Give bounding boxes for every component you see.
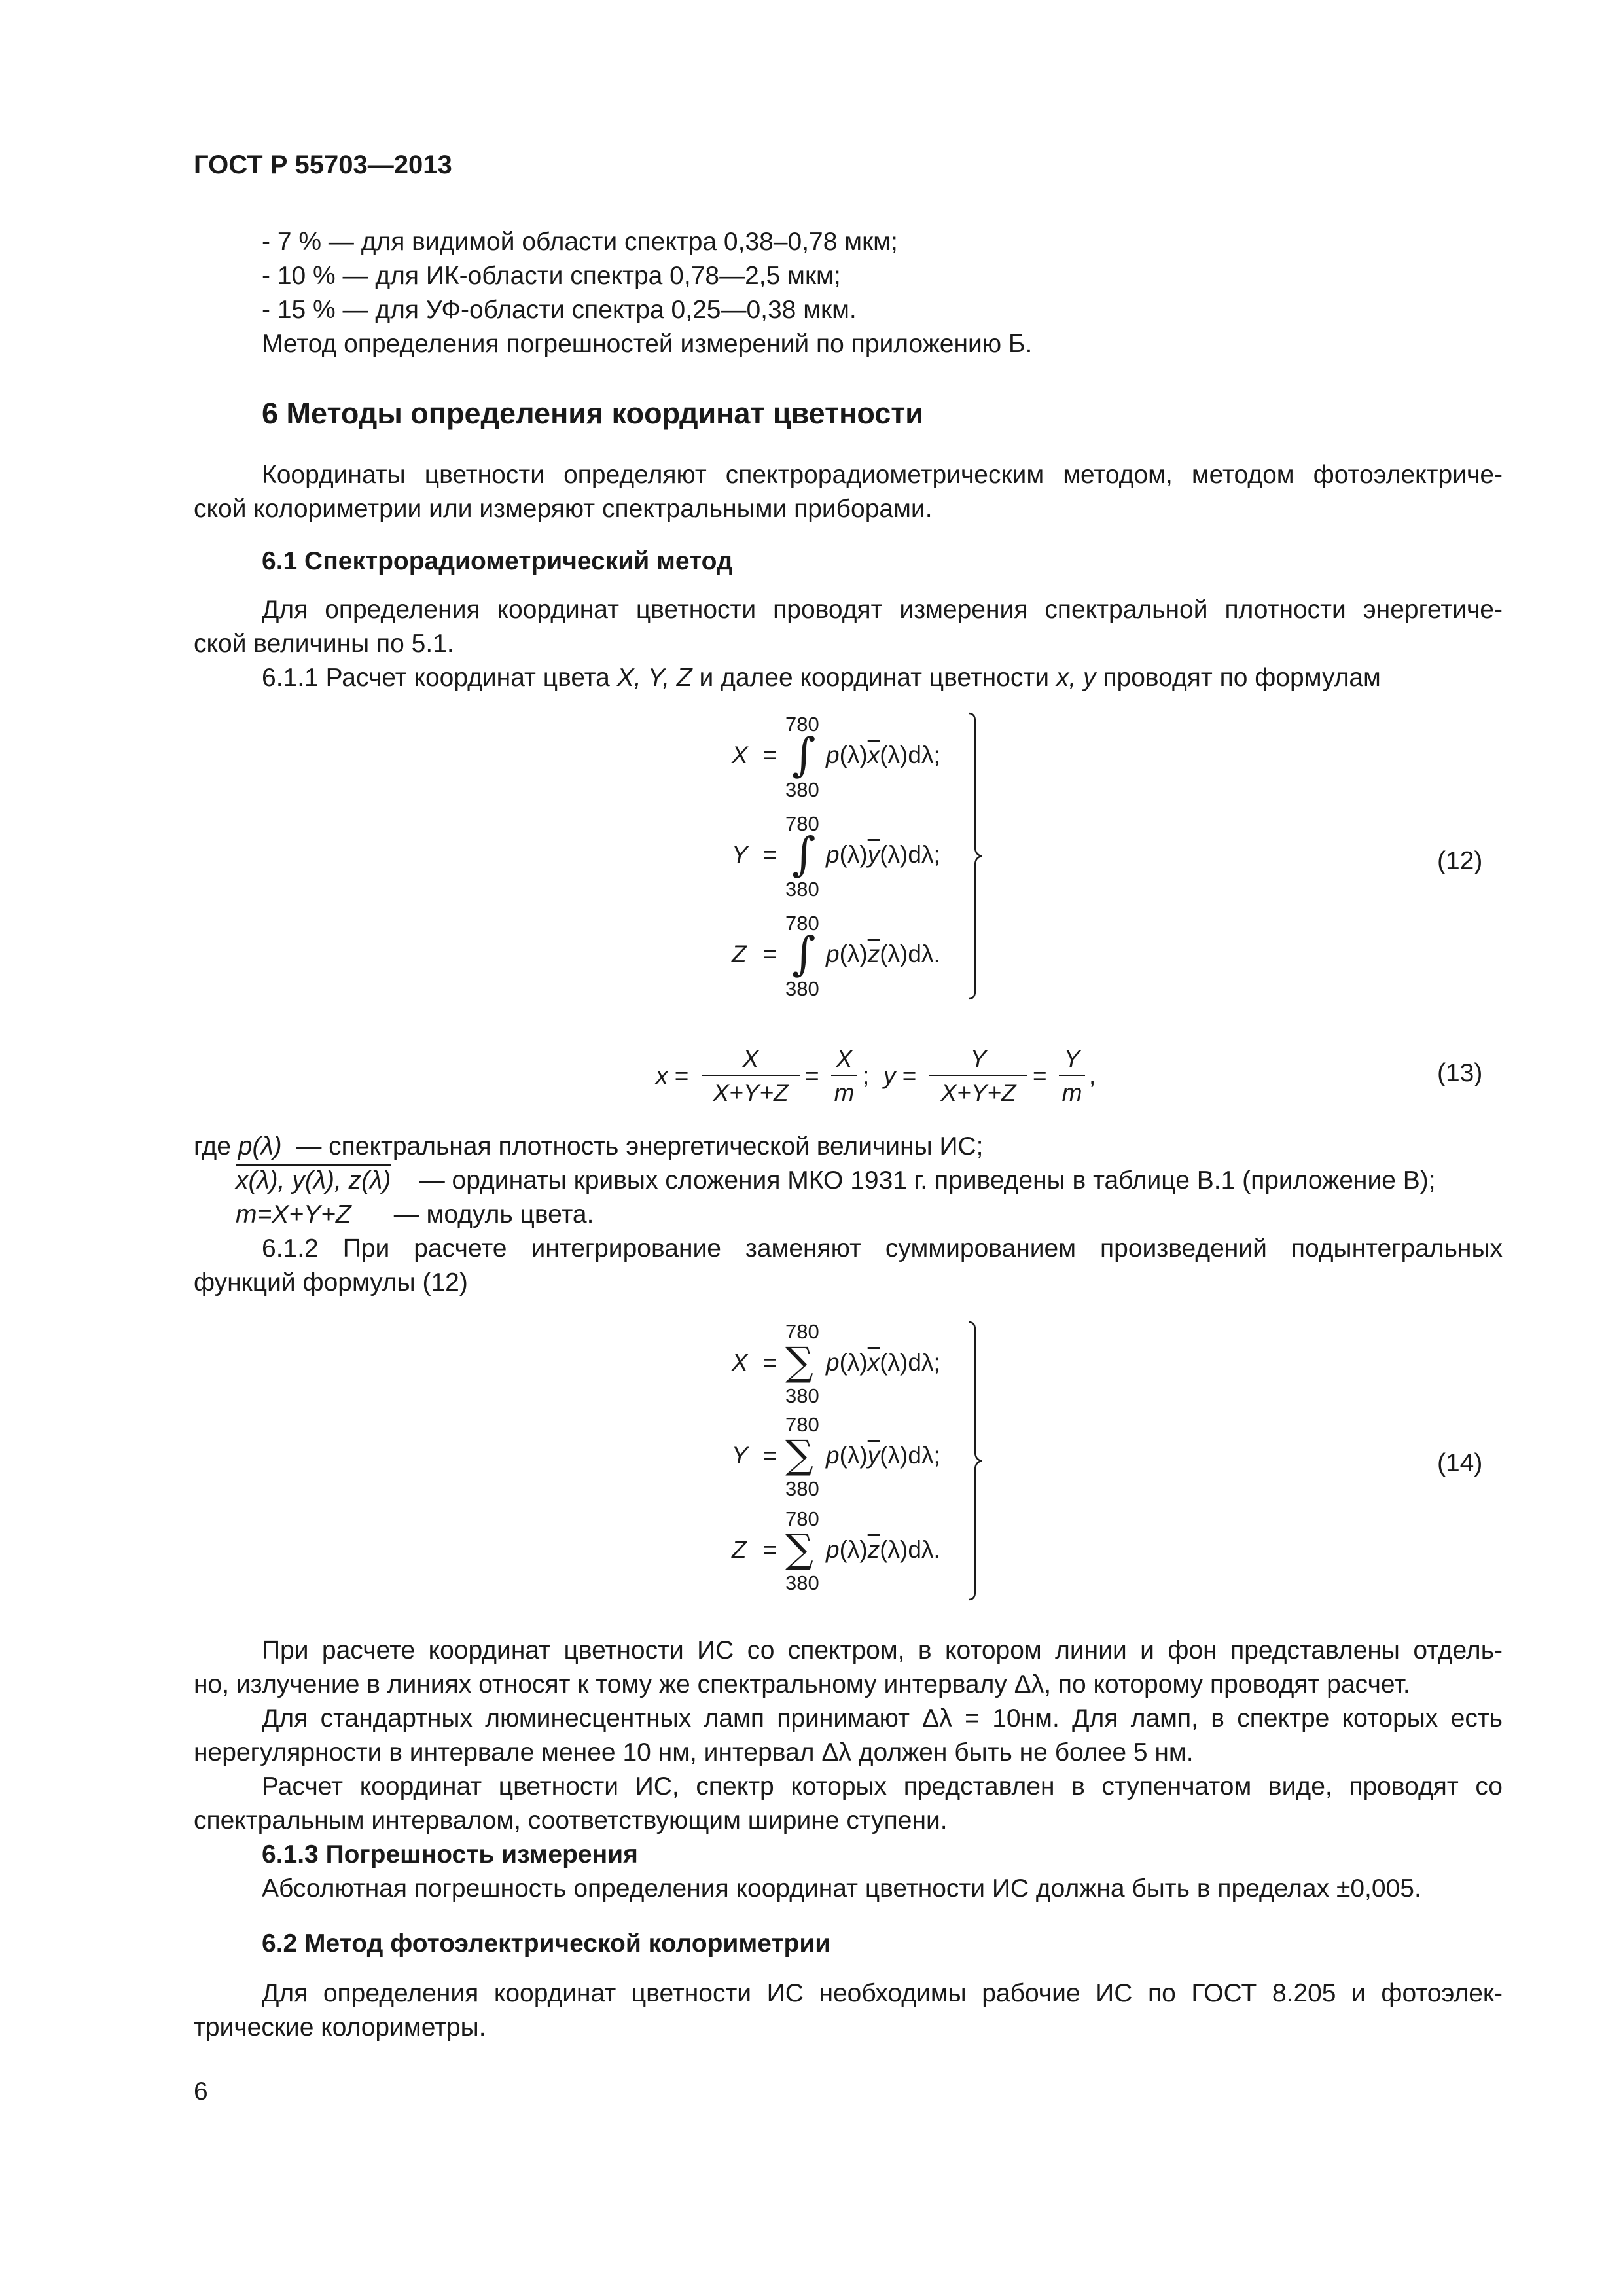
legend-line: m=X+Y+Z — модуль цвета. bbox=[236, 1200, 594, 1229]
clause-6-1-3-title: 6.1.3 Погрешность измерения bbox=[262, 1840, 638, 1869]
clause-6-1-2-line: функций формулы (12) bbox=[194, 1268, 468, 1297]
formula-number: (12) bbox=[1437, 847, 1483, 875]
integral-sign: ∫ bbox=[792, 728, 816, 781]
summand: $p(\lambda)\overline{z}(\lambda)d\lambda$. bbox=[826, 1536, 940, 1563]
fraction-denominator: m bbox=[834, 1079, 855, 1106]
page-number: 6 bbox=[194, 2077, 208, 2106]
integral-sign: ∫ bbox=[792, 927, 816, 980]
paragraph-line: но, излучение в линиях относят к тому же спектральному интервалу Δλ, по которому проводят расчет. bbox=[194, 1670, 1410, 1698]
paragraph-line: Для определения координат цветности ИС необходимы рабочие ИС по ГОСТ 8.205 и фотоэлек- bbox=[262, 1979, 1503, 2007]
formula-lhs: X bbox=[732, 1349, 748, 1376]
equals-sign: = bbox=[763, 1536, 777, 1563]
paragraph-line: ской величины по 5.1. bbox=[194, 630, 454, 658]
formula-lhs: X bbox=[732, 742, 748, 768]
fraction-bar bbox=[929, 1075, 1027, 1076]
formula-lhs: Z bbox=[732, 1536, 747, 1563]
method-note: Метод определения погрешностей измерений по приложению Б. bbox=[262, 330, 1033, 358]
paragraph-line: спектральным интервалом, соответствующим ширине ступени. bbox=[194, 1806, 948, 1835]
integrand: $p(\lambda)\overline{x}(\lambda)d\lambda$; bbox=[826, 742, 940, 768]
paragraph-line: Расчет координат цветности ИС, спектр которых представлен в ступенчатом виде, проводят со bbox=[262, 1772, 1503, 1801]
integral-lower-limit: 380 bbox=[785, 878, 819, 901]
integral-upper-limit: 780 bbox=[785, 713, 819, 736]
paragraph-line: трические колориметры. bbox=[194, 2013, 486, 2041]
document-code: ГОСТ Р 55703—2013 bbox=[194, 151, 452, 179]
integral-sign: ∫ bbox=[792, 827, 816, 881]
clause-6-1-1: 6.1.1 Расчет координат цвета X, Y, Z и далее координат цветности x, y проводят по формулам bbox=[262, 664, 1381, 692]
integrand: $p(\lambda)\overline{z}(\lambda)d\lambda$. bbox=[826, 941, 940, 967]
section-6-intro-line: ской колориметрии или измеряют спектральными приборами. bbox=[194, 495, 933, 523]
sum-sign: ∑ bbox=[785, 1526, 813, 1572]
legend-line: x(λ), y(λ), z(λ) — ординаты кривых сложения МКО 1931 г. приведены в таблице В.1 (приложение В); bbox=[236, 1166, 1436, 1194]
section-6-intro-line: Координаты цветности определяют спектрорадиометрическим методом, методом фотоэлектриче- bbox=[262, 461, 1503, 489]
equals-sign: = bbox=[763, 1442, 777, 1469]
paragraph-line: нерегулярности в интервале менее 10 нм, интервал Δλ должен быть не более 5 нм. bbox=[194, 1738, 1194, 1767]
sum-lower-limit: 380 bbox=[785, 1477, 819, 1500]
right-brace bbox=[967, 1321, 983, 1601]
fraction-numerator: X bbox=[742, 1045, 759, 1072]
formula-number: (14) bbox=[1437, 1449, 1483, 1477]
summand: $p(\lambda)\overline{x}(\lambda)d\lambda$; bbox=[826, 1349, 940, 1376]
tolerance-item: - 15 % — для УФ-области спектра 0,25—0,38 мкм. bbox=[262, 296, 857, 324]
sum-upper-limit: 780 bbox=[785, 1413, 819, 1436]
equals-sign: = bbox=[763, 841, 777, 868]
integral-lower-limit: 380 bbox=[785, 778, 819, 801]
fraction-numerator: Y bbox=[970, 1045, 987, 1072]
fraction-bar bbox=[1059, 1075, 1085, 1076]
fraction-denominator: m bbox=[1061, 1079, 1082, 1106]
formula-number: (13) bbox=[1437, 1059, 1483, 1087]
clause-6-1-2-line: 6.1.2 При расчете интегрирование заменяют суммированием произведений подынтегральных bbox=[262, 1234, 1503, 1263]
section-6-1-title: 6.1 Спектрорадиометрический метод bbox=[262, 547, 733, 575]
fraction-denominator: X+Y+Z bbox=[940, 1079, 1016, 1106]
formula-lhs: x = bbox=[656, 1062, 689, 1089]
fraction-numerator: Y bbox=[1063, 1045, 1080, 1072]
sum-sign: ∑ bbox=[785, 1432, 813, 1478]
paragraph-line: При расчете координат цветности ИС со спектром, в котором линии и фон представлены отдель- bbox=[262, 1636, 1503, 1664]
formula-lhs: Y bbox=[732, 841, 748, 868]
equals-sign: = bbox=[763, 742, 777, 768]
integral-upper-limit: 780 bbox=[785, 912, 819, 935]
integrand: $p(\lambda)\overline{y}(\lambda)d\lambda$; bbox=[826, 841, 940, 868]
integral-lower-limit: 380 bbox=[785, 977, 819, 1000]
section-6-2-title: 6.2 Метод фотоэлектрической колориметрии bbox=[262, 1929, 831, 1958]
formula-lhs: Z bbox=[732, 941, 747, 967]
sum-sign: ∑ bbox=[785, 1339, 813, 1385]
sum-lower-limit: 380 bbox=[785, 1384, 819, 1407]
sum-upper-limit: 780 bbox=[785, 1507, 819, 1530]
paragraph-line: Для стандартных люминесцентных ламп принимают Δλ = 10нм. Для ламп, в спектре которых есть bbox=[262, 1704, 1503, 1732]
formula-separator: ; bbox=[863, 1062, 870, 1089]
sum-lower-limit: 380 bbox=[785, 1571, 819, 1594]
legend-line: где p(λ) — спектральная плотность энергетической величины ИС; bbox=[194, 1132, 984, 1160]
formula-lhs: y = bbox=[883, 1062, 917, 1089]
formula-separator: , bbox=[1089, 1062, 1096, 1089]
formula-lhs: Y bbox=[732, 1442, 748, 1469]
fraction-denominator: X+Y+Z bbox=[713, 1079, 789, 1106]
fraction-bar bbox=[831, 1075, 857, 1076]
sum-upper-limit: 780 bbox=[785, 1320, 819, 1343]
equals-sign: = bbox=[805, 1062, 819, 1089]
tolerance-item: - 7 % — для видимой области спектра 0,38–0,78 мкм; bbox=[262, 228, 898, 256]
equals-sign: = bbox=[763, 1349, 777, 1376]
integral-upper-limit: 780 bbox=[785, 812, 819, 835]
fraction-numerator: X bbox=[836, 1045, 853, 1072]
equals-sign: = bbox=[1033, 1062, 1047, 1089]
right-brace bbox=[967, 712, 983, 1000]
fraction-bar bbox=[702, 1075, 800, 1076]
clause-6-1-3-text: Абсолютная погрешность определения координат цветности ИС должна быть в пределах ±0,005. bbox=[262, 1874, 1421, 1903]
paragraph-line: Для определения координат цветности проводят измерения спектральной плотности энергетиче- bbox=[262, 596, 1503, 624]
summand: $p(\lambda)\overline{y}(\lambda)d\lambda$; bbox=[826, 1442, 940, 1469]
tolerance-item: - 10 % — для ИК-области спектра 0,78—2,5 мкм; bbox=[262, 262, 841, 290]
section-6-title: 6 Методы определения координат цветности bbox=[262, 397, 923, 430]
equals-sign: = bbox=[763, 941, 777, 967]
